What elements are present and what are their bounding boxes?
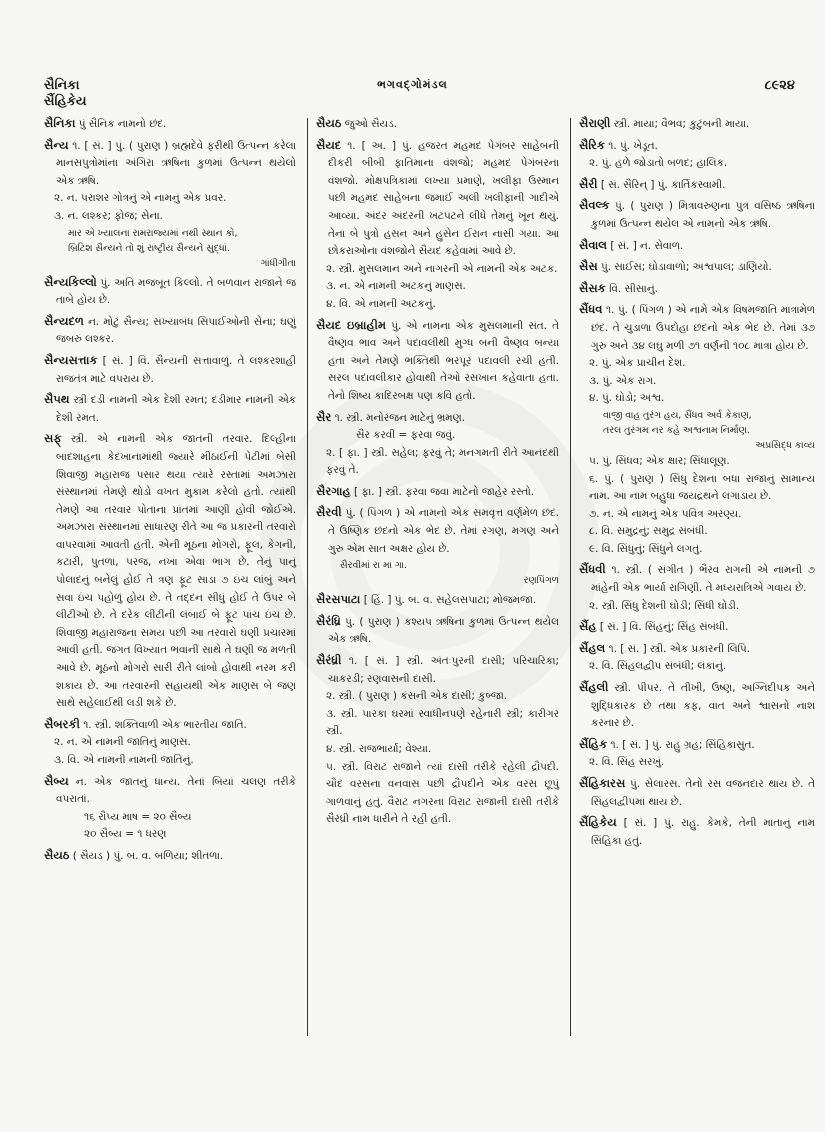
entry-sense: ૩. વિ. એ નામની નામની જાતિનું. — [54, 754, 194, 766]
entry-definition — [44, 391, 296, 427]
dictionary-entry — [579, 618, 815, 637]
entry-definition — [579, 640, 815, 659]
entry-text: ૧. સ્ત્રી. ( સંગીત ) ભૈરવ રાગની એ નામની ૭ માંહેની એક ભાર્યા રાગિણી. તે મધ્યરાત્રિએ ગવાય છે. — [591, 564, 815, 595]
dictionary-entry — [579, 237, 815, 256]
dictionary-entry — [44, 391, 296, 427]
entry-headword: સૈંહિકારસ — [579, 776, 626, 790]
entry-definition — [44, 137, 296, 191]
entry-sense: ૨. [ ફા. ] સ્ત્રી. સહેલ; ફરવું તે; મનગમતી રીતે આનંદથી ફરવું તે. — [326, 446, 559, 477]
quotation-source: રણપિંગળ — [523, 575, 559, 587]
dictionary-entry — [579, 814, 815, 850]
entry-headword: સૈન્યદળ — [44, 313, 84, 328]
entry-quotation: બ્રિટિશ સૈન્યને તો શું રાષ્ટ્રીય સૈન્યને સુદ્ધાં. — [68, 242, 230, 254]
entry-headword: સૈરસપાટા — [316, 592, 361, 607]
entry-sense: ૩. ન. એ નામની અટકનું માણસ. — [326, 280, 466, 293]
running-title: ભગવદ્ગોમંડલ — [377, 78, 448, 91]
entry-sense: ૨. ન. પરાશર ગોત્રનું એ નામનું એક પ્રવર. — [54, 192, 227, 205]
dictionary-entry — [316, 504, 559, 588]
entry-text: પું. સેલારસ. તેનો રસ વજનદાર થાય છે. તે સિંહલદ્વીપમાં થાય છે. — [591, 778, 815, 808]
entry-text: જુઓ સૈયડ. — [344, 118, 398, 130]
dictionary-entry — [44, 115, 296, 134]
entry-text: સ્ત્રી દડી નામની એક દેશી રમત; દડીમાર નામની એક દેશી રમત. — [56, 394, 296, 424]
entry-text: ન. એક જાતનું ધાન્ય. તેનાં બિયાં ચલણ તરીકે વપરાતાં. — [56, 775, 296, 806]
entry-text: ૧. સ્ત્રી. શક્તિવાળી એક ભારતીય જાતિ. — [83, 718, 247, 731]
entry-text: ન. મોટું સૈન્ય; સંખ્યાબંધ સિપાઈઓની સેના; ઘણું જબરું લશ્કર. — [56, 315, 296, 346]
dictionary-entry — [579, 736, 815, 772]
entry-headword: સૈરાણી — [579, 116, 611, 130]
entry-text: વિ. સીસાનું. — [609, 282, 658, 295]
entry-headword: સૈસક — [579, 280, 606, 295]
column-2 — [316, 115, 559, 832]
entry-sense: ૨. ન. એ નામની જાતિનું માણસ. — [54, 736, 191, 749]
entry-sense: ૨. સ્ત્રી. મુસલમાન અને નાગરની એ નામની એક અટક. — [326, 262, 558, 275]
entry-definition — [316, 317, 559, 406]
entry-sense: ૫. સ્ત્રી. વિરાટ રાજાને ત્યાં દાસી તરીકે રહેલી દ્રૌપદી. ચૌદ વરસના વનવાસ પછી દ્રૌપદીને એક વરસ છૂપું ગાળવાનું હતું. વૈરાટ નગરના વિરાટ રાજાની દાસી તરીકે સૈરંધ્રી નામ ધારીને તે રહી હતી. — [326, 760, 559, 826]
entry-headword: સૈરગાહ — [316, 483, 351, 498]
entry-headword: સૈરી — [579, 176, 598, 191]
entry-quotation: સૈરવીમાં રા મા ગા. — [340, 560, 407, 572]
entry-headword: સૈરવી — [316, 505, 342, 520]
entry-sense: ૨. પું. હળે જોડાતો બળદ; હાલિક. — [589, 157, 728, 170]
dictionary-entry — [579, 679, 815, 733]
column-divider — [307, 118, 308, 1036]
entry-sense: ૫. પું. સિંધવ; એક ક્ષાર; સિંધાલૂણ. — [589, 454, 730, 467]
entry-text: પું. સાઈસ; ઘોડાવાળો; અશ્વપાલ; ડાણિયો. — [600, 261, 772, 274]
entry-headword: સૈયઠ — [316, 116, 342, 130]
entry-definition — [316, 504, 559, 558]
entry-sense: ૩. સ્ત્રી. પારકા ઘરમાં સ્વાધીનપણે રહેનારી સ્ત્રી; કારીગર સ્ત્રી. — [326, 707, 559, 738]
dictionary-entry — [579, 775, 815, 811]
dictionary-entry — [44, 137, 296, 271]
entry-headword: સૈયદ ઇબ્રાહીમ — [316, 317, 387, 332]
entry-definition — [579, 176, 815, 195]
dictionary-entry — [316, 613, 559, 649]
entry-headword: સૈંહલી — [579, 680, 609, 695]
entry-sense: ૮. વિ. સમુદ્રનું; સમુદ્ર સંબંધી. — [589, 525, 708, 538]
entry-definition — [44, 847, 296, 866]
dictionary-entry — [316, 137, 559, 314]
entry-definition — [316, 613, 559, 649]
column-divider — [570, 118, 571, 1036]
entry-text: ૧. સ્ત્રી. મનોરંજન માટેનું ભ્રમણ. — [334, 411, 465, 424]
entry-definition — [579, 197, 815, 233]
entry-headword: સૈંહ — [579, 619, 597, 634]
page-number: ૮૯૨૪ — [764, 78, 795, 93]
entry-text: [ સં. ] વિ. સૈન્યની સત્તાવાળું. તે લશ્કરશાહી રાજતંત્ર માટે વપરાય છે. — [56, 354, 297, 385]
entry-text: ૧. [ સં. ] સ્ત્રી. એક પ્રકારની લિપિ. — [608, 642, 750, 655]
dictionary-entry — [44, 773, 296, 844]
dictionary-entry — [579, 176, 815, 195]
entry-definition — [44, 313, 296, 349]
dictionary-entry — [579, 301, 815, 558]
dictionary-entry — [316, 115, 559, 134]
entry-text: ૧. [ સં. ] પું. ( પુરાણ ) બ્રહ્મદેવે ફરીથી ઉત્પન્ન કરેલા માનસપુત્રોમાંના અંગિરા ઋષિના કુળમાં ઉત્પન્ન થયેલો એક ઋષિ. — [56, 139, 296, 187]
entry-definition — [316, 652, 559, 688]
entry-text: પું. ( પિંગળ ) એ નામનો એક સમવૃત્ત વર્ણમેળ છંદ. તે ઉષ્ણિક છંદનો એક ભેદ છે. તેમાં રગણ, મગણ અને ગુરુ એમ સાત અક્ષર હોય છે. — [328, 507, 559, 555]
guide-word-first: સૈનિકા — [44, 78, 80, 93]
entry-text: ૧. [ અ. ] પું. હજરત મહમદ પેગંબર સાહેબની દીકરી બીબી ફાતિમાના વંશજો; મહમદ પેગંબરના વંશજો. મોક્ષપત્રિકામાં લખ્યા પ્રમાણે, ખલીફા ઉસ્માન પછી મહમદ સાહેબના જમાઈ અલી ખલીફાની ગાદીએ આવ્યા. અંદર અંદરની ખટપટને લીધે તેમનું ખૂન થયું. તેના બે પુત્રો હસન અને હુસેન ઈરાન નાસી ગયા. આ છોકરાઓના વંશજોને સૈયદ કહેવામાં આવે છે. — [328, 139, 559, 258]
entry-text: ૧. પું. ( પિંગળ ) એ નામે એક વિષમજાતિ માત્રામેળ છંદ. તે ચુડાળા ઉપદોહા છંદનો એક ભેદ છે. તેમાં ૩૭ ગુરુ અને ૩૪ લઘુ મળી ૭૧ વર્ણની ૧૦૮ માત્રા હોય છે. — [591, 304, 815, 352]
entry-definition — [316, 591, 559, 610]
entry-text: પું સૈનિક નામનો છંદ. — [78, 118, 167, 130]
entry-text: પું. અતિ મજબૂત કિલ્લો. તે બળવાન રાજાને જ તાબે હોય છે. — [56, 276, 296, 307]
entry-definition — [44, 773, 296, 809]
entry-text: સ્ત્રી. માયા; વૈભવ; કુટુંબની માયા. — [613, 118, 750, 130]
entry-text: ૧. [ સં. ] સ્ત્રી. અંતઃપુરની દાસી; પરિચારિકા; ચાકરડી; રણવાસની દાસી. — [328, 655, 559, 685]
entry-sense: ૨. વિ. સિંહ સરખું. — [589, 756, 665, 769]
entry-sense: ૨. સ્ત્રી. ( પુરાણ ) કંસની એક દાસી; કુબ્જા. — [326, 690, 508, 703]
entry-definition — [579, 736, 815, 755]
entry-headword: સૈવાલ — [579, 237, 607, 252]
entry-headword: સૈંધવી — [579, 562, 606, 577]
entry-definition — [579, 115, 815, 134]
entry-text: [ ફા. ] સ્ત્રી. ફરવા જવા માટેનો જાહેર રસ્તો. — [353, 485, 535, 498]
dictionary-entry — [579, 197, 815, 233]
entry-headword: સૈન્યકિલ્લો — [44, 274, 97, 289]
entry-text: પું. ( પુરાણ ) મિત્રાવરુણના પુત્ર વસિષ્ઠ ઋષિના કુળમાં ઉત્પન્ન થયેલ એ નામનો એક ઋષિ. — [591, 200, 815, 230]
entry-definition — [579, 561, 815, 597]
entry-definition — [579, 237, 815, 256]
entry-headword: સૈંહિકેય — [579, 815, 617, 830]
entry-sense: ૪. સ્ત્રી. રાજભાર્યા; વેશ્યા. — [326, 743, 432, 755]
entry-definition — [316, 137, 559, 261]
dictionary-entry — [316, 409, 559, 480]
entry-definition — [579, 258, 815, 277]
dictionary-entry — [579, 137, 815, 173]
entry-text: પું. એ નામના એક મુસલમાની સંત. તે વૈષ્ણવ ભાવ અને પદાવલીથી મુગ્ધ બની વૈષ્ણવ બન્યા હતા અને તેમણે ભક્તિથી ભરપૂર પદાવલી રચી હતી. સરલ પદાવલીકાર હોવાથી તેઓ રસખાન કહેવાતા હતા. તેનો શિષ્ય કાદિરબક્ષ પણ કવિ હતો. — [328, 319, 559, 402]
entry-headword: સૈંધવ — [579, 302, 603, 317]
dictionary-entry — [44, 352, 296, 388]
dictionary-entry — [579, 640, 815, 676]
entry-sense: ૩. પું. એક રાગ. — [589, 374, 657, 387]
dictionary-entry — [44, 274, 296, 310]
entry-definition — [44, 430, 296, 713]
dictionary-entry — [579, 115, 815, 134]
dictionary-entry — [44, 847, 296, 866]
entry-headword: સૈબ્ય — [44, 773, 69, 788]
guide-word-last: સૈંહિકેય — [44, 94, 87, 109]
entry-definition — [579, 814, 815, 850]
dictionary-entry — [579, 258, 815, 277]
entry-definition — [44, 716, 296, 735]
dictionary-entry — [44, 430, 296, 713]
column-1 — [44, 115, 296, 869]
entry-text: સ્ત્રી. એ નામની એક જાતની તરવાર. દિલ્હીના બાદશાહના કેદખાનામાંથી જ્યારે મીઠાઈની પેટીમાં બેસી શિવાજી મહારાજ પસાર થયા ત્યારે રસ્તામાં અમઝારા સંસ્થાનમાં તેમણે થોડો વખત મુકામ કરેલો હતો. ત્યાંથી તેમણે આ તરવાર પોતાના પ્રાંતમાં આણી હોવી જોઈએ. અમઝારા સંસ્થાનમાં સાધારણ રીતે આ જ પ્રકારની તરવારો વાપરવામાં આવતી હતી. એની મૂઠના મોગરો, ફૂલ, કેગની, કટારી, પુતળા, પરજ, નખા એવા ભાગ છે. તેનું પાનું પોલાદનું બનેલું હોઈ તે ત્રણ ફૂટ સાડા ૭ ઇંચ લાંબું અને સવા ઇંચ પહોળું હોય છે. તે તદ્દન સીધું હોઈ તે ઉપર બે લીટીઓ છે. તે દરેક લીટીની લંબાઈ બે ફૂટ પાંચ ઇંચ છે. શિવાજી મહારાજના સમય પછી આ તરવારો ઘણી પ્રચારમાં આવી હતી. જગત વિખ્યાત ભવાની સાથે તે ઘણી જ મળતી આવે છે. મૂઠનો મોગરો સારી રીતે લાંબો હોવાથી નરમ કરી શકાય છે. આ તરવારની સહાયથી એક માણસ બે જણ સાથે સહેલાઈથી લડી શકે છે. — [56, 433, 296, 710]
entry-text: [ સં. ] વિ. સિંહનું; સિંહ સંબંધી. — [599, 621, 729, 634]
entry-sense: ૩. ન. લશ્કર; ફોજ; સેના. — [54, 209, 163, 222]
guide-words — [44, 78, 87, 110]
entry-headword: સૈસ — [579, 259, 598, 274]
entry-headword: સૈનિકા — [44, 116, 76, 130]
entry-definition — [579, 280, 815, 299]
entry-text: [ હિં. ] પું. બ. વ. સહેલસપાટા; મોજમજા. — [363, 594, 537, 607]
entry-text: ૧. [ સં. ] પું. રાહુ ગ્રહ; સિંહિકાસુત. — [610, 738, 755, 751]
entry-definition — [579, 137, 815, 156]
dictionary-entry — [316, 652, 559, 829]
dictionary-entry — [579, 561, 815, 615]
entry-example: ૧૬ રૌપ્ય માષ = ૨૦ સૈબ્ય — [84, 810, 192, 823]
entry-headword: સૈર — [316, 409, 332, 424]
entry-sense: ૪. પું. ઘોડો; અશ્વ. — [589, 392, 665, 405]
entry-text: પું. ( પુરાણ ) કશ્યપ ઋષિના કુળમાં ઉત્પન્ન થયેલ એક ઋષિ. — [328, 615, 559, 646]
column-3 — [579, 115, 815, 853]
dictionary-entry — [44, 716, 296, 770]
dictionary-entry — [316, 483, 559, 502]
entry-text: [ સં. સૈરિન્ ] પું. કાર્તિકસ્વામી. — [600, 178, 726, 191]
entry-headword: સૈન્ય — [44, 137, 69, 152]
entry-example: સૈર કરવી = ફરવા જવું. — [356, 429, 456, 442]
entry-sense: ૯. વિ. સિંધુનું; સિંધુને લગતું. — [589, 542, 703, 555]
entry-headword: સૈન્યસત્તાક — [44, 352, 98, 367]
entry-text: સ્ત્રી. પીપર. તે તીખી, ઉષ્ણ, અગ્નિદીપક અને શુદ્ધિકારક છે તથા કફ, વાત અને શ્વાસનો નાશ કરનાર છે. — [591, 682, 815, 730]
entry-definition — [44, 115, 296, 134]
entry-quotation: માર એ ખ્યાલના રામરાજ્યમાં નથી સ્થાન કો, — [68, 227, 238, 239]
entry-definition — [44, 274, 296, 310]
quotation-source: ગાંધીગીતા — [260, 257, 296, 269]
entry-definition — [44, 352, 296, 388]
entry-headword: સૈયઠ — [44, 847, 70, 862]
entry-example: ૨૦ સૈબ્ય = ૧ ધરણ — [84, 828, 167, 841]
dictionary-entry — [44, 313, 296, 349]
entry-headword: સૈરિક — [579, 137, 605, 152]
entry-definition — [316, 409, 559, 428]
entry-headword: સૈપથ — [44, 392, 70, 407]
entry-sense: ૨. પું. એક પ્રાચીન દેશ. — [589, 357, 686, 370]
entry-headword: સૈંહલ — [579, 640, 606, 655]
entry-definition — [579, 775, 815, 811]
entry-headword: સૈવલ્ક — [579, 198, 610, 213]
dictionary-entry — [316, 591, 559, 610]
entry-headword: સૈબરકી — [44, 716, 80, 731]
entry-sense: ૬. પું. ( પુરાણ ) સિંધુ દેશના બધા રાજાનું સામાન્ય નામ. આ નામ બહુધા જયદ્રથને લગાડાય છે. — [589, 472, 815, 503]
entry-headword: સૈરંધ્રી — [316, 653, 342, 668]
entry-headword: સૈરંધ્રિ — [316, 613, 341, 628]
entry-definition — [579, 618, 815, 637]
entry-text: ૧. પું. ખેડૂત. — [608, 139, 658, 152]
entry-text: ( સૈયડ ) પું. બ. વ. બળિયા; શીતળા. — [72, 849, 224, 862]
entry-quotation: વાજી વાહ તુરંગ હય, સૈંધવ અર્વ કેકાણ, — [603, 409, 752, 421]
entry-sense: ૨. વિ. સિંહલદ્વીપ સંબંધી; લંકાનું. — [589, 660, 727, 673]
entry-sense: ૪. વિ. એ નામની અટકનું. — [326, 297, 436, 310]
dictionary-entry — [579, 280, 815, 299]
quotation-source: અપ્રસિદ્ધ કાવ્ય — [755, 439, 815, 451]
entry-headword: સફ્ — [44, 431, 62, 446]
entry-definition — [316, 483, 559, 502]
entry-sense: ૨. સ્ત્રી. સિંધુ દેશની ઘોડી; સિંધી ઘોડી. — [589, 599, 740, 612]
entry-quotation: તરલ તુરંગમ નર કહે અશ્વનામ નિર્માણ. — [603, 424, 750, 436]
entry-sense: ૭. ન. એ નામનું એક પવિત્ર અરણ્ય. — [589, 507, 742, 520]
entry-text: [ સં. ] પું. રાહુ. કેમકે, તેની માતાનું નામ સિંહિકા હતું. — [591, 817, 815, 847]
entry-definition — [579, 679, 815, 733]
entry-headword: સૈયદ — [316, 137, 342, 152]
entry-definition — [316, 115, 559, 134]
entry-headword: સૈંહિક — [579, 736, 608, 751]
dictionary-entry — [316, 317, 559, 406]
entry-text: [ સં. ] ન. સેવાળ. — [610, 239, 684, 252]
entry-definition — [579, 301, 815, 355]
